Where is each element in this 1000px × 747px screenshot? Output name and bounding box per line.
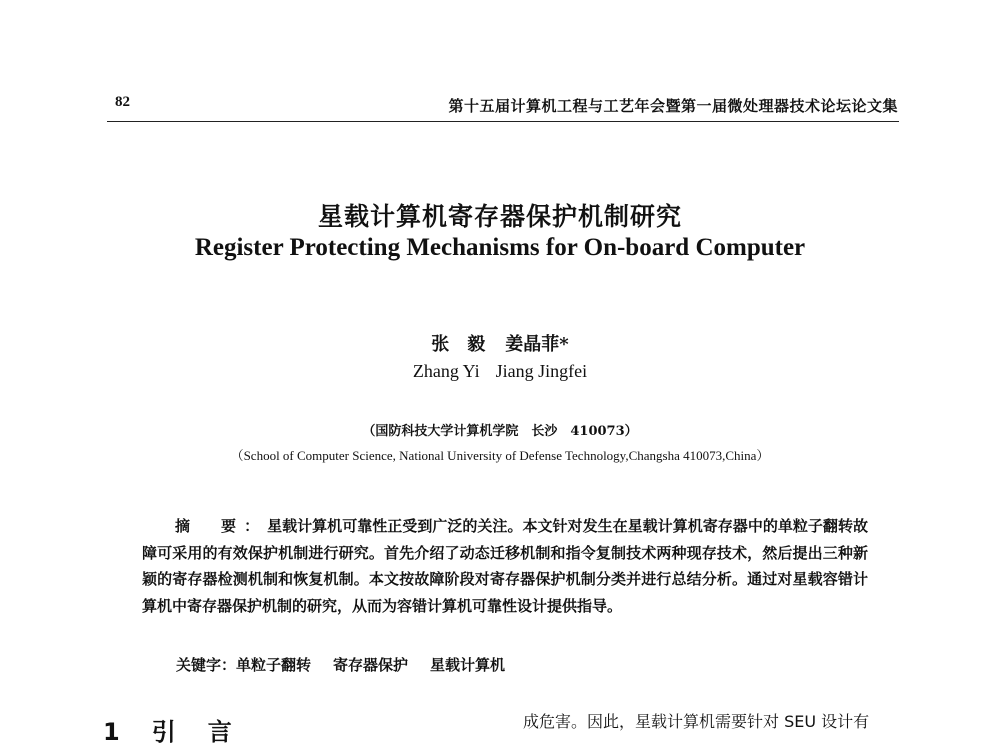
- affiliation-chinese: （国防科技大学计算机学院 长沙 410073）: [362, 424, 638, 439]
- body-text: 成危害。因此，星载计算机需要针对 SEU 设计有: [523, 712, 870, 731]
- author-name: Jiang Jingfei: [495, 361, 588, 381]
- abstract-text: 星载计算机可靠性正受到广泛的关注。本文针对发生在星载计算机寄存器中的单粒子翻转故障可采用的有效保护机制进行研究。首先介绍了动态迁移机制和指令复制技术两种现存技术，然后提出三种新颖的寄存器检测机制和恢复机制。本文按故障阶段对寄存器保护机制分类并进行总结分析。通过对星载容错计算机中寄存器保护机制的研究，从而为容错计算机可靠性设计提供指导。: [142, 517, 868, 615]
- keywords-label: 关键字：: [176, 656, 237, 674]
- keyword: 星载计算机: [430, 656, 506, 674]
- page-number: 82: [115, 94, 130, 110]
- author-name: 张 毅: [431, 334, 486, 355]
- abstract: [142, 513, 868, 619]
- affiliation-english: （School of Computer Science, National University of Defense Technology,Changsha 410073,China）: [230, 448, 770, 463]
- authors-chinese: [0, 330, 1000, 356]
- keyword: 寄存器保护: [333, 656, 409, 674]
- header-rule: [107, 121, 899, 122]
- keyword: 单粒子翻转: [236, 656, 312, 674]
- author-name: 姜晶菲*: [505, 334, 569, 355]
- abstract-label: 摘 要：: [175, 517, 268, 535]
- author-name: Zhang Yi: [412, 361, 480, 381]
- paper-title-chinese: 星载计算机寄存器保护机制研究: [317, 202, 682, 231]
- authors-english: [0, 361, 1000, 382]
- paper-title-english: Register Protecting Mechanisms for On-board Computer: [194, 234, 806, 261]
- running-header: 第十五届计算机工程与工艺年会暨第一届微处理器技术论坛论文集: [448, 97, 898, 115]
- keywords: [176, 654, 527, 675]
- section-heading: 1 引 言: [103, 718, 236, 746]
